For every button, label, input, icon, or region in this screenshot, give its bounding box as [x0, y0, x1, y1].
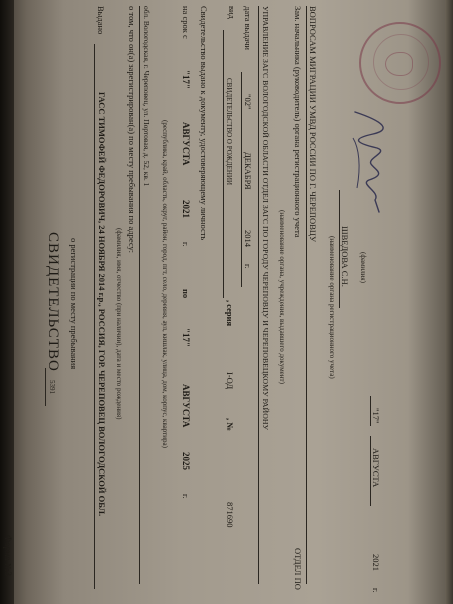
official-name: ШВЕДОВА С.Н.: [340, 226, 350, 287]
issue-day: "02": [243, 94, 253, 110]
signature-icon: [345, 108, 395, 218]
issuer-hint: (наименование органа, учреждения, выдавшего документ): [278, 210, 286, 384]
dept-continued: ОТДЕЛ ПО: [293, 548, 303, 590]
issue-year: 2014: [243, 230, 253, 247]
underline: [370, 396, 371, 426]
doc-type-label: вид: [227, 6, 237, 19]
issuer-name: УПРАВЛЕНИЕ ЗАГС ВОЛОГОДСКОЙ ОБЛАСТИ ОТДЕЛ ЗАГС ПО ГОРОДУ ЧЕРЕПОВЦУ И ЧЕРЕПОВЕЦКОМУ РАЙОНУ: [261, 6, 270, 430]
coat-of-arms-icon: [385, 52, 413, 76]
registered-text: о том, что он(а) зарегистрирован(а) по месту пребывания по адресу:: [127, 6, 137, 254]
underline: [223, 30, 224, 298]
document-number: 5391: [48, 380, 56, 394]
number-label: , №: [225, 418, 235, 431]
issue-month: ДЕКАБРЯ: [243, 152, 253, 190]
underline: [370, 436, 371, 506]
term-to-year: 2025: [181, 452, 191, 470]
year-suffix: г.: [181, 494, 191, 499]
doc-type: СВИДЕТЕЛЬСТВО О РОЖДЕНИИ: [225, 78, 233, 186]
issue-date-label: дата выдачи: [243, 6, 253, 50]
doc-number: 871690: [225, 502, 235, 528]
term-to-day: "17": [181, 328, 191, 347]
year-suffix: г.: [181, 242, 191, 247]
term-label: на срок с: [181, 6, 191, 39]
document-subtitle: о регистрации по месту пребывания: [69, 238, 79, 370]
address-value: обл. Вологодская, г. Череповец, ул. Портовая, д. 52, кв. 1: [142, 6, 151, 187]
underline: [94, 44, 95, 589]
department-hint: (наименование органа регистрационного учета): [328, 236, 336, 379]
head-title: Зам. начальника (руководитель) органа регистрационного учета: [293, 6, 303, 238]
underline: [241, 72, 242, 287]
series-label: , серия: [225, 300, 235, 327]
person-hint: (фамилия, имя, отчество (при наличии), дата и место рождения): [115, 228, 123, 420]
underline: [339, 190, 340, 308]
issued-label: Выдано: [96, 6, 106, 35]
document-title: СВИДЕТЕЛЬСТВО: [45, 232, 61, 372]
doc-series: I-ОД: [225, 372, 235, 390]
underline: [45, 368, 46, 406]
underline: [306, 6, 307, 584]
term-to-month: АВГУСТА: [181, 384, 191, 428]
term-to-label: по: [181, 289, 191, 299]
issue-year-suffix: г.: [243, 264, 253, 269]
person-details: ГАСС ТИМОФЕЙ ФЕДОРОВИЧ, 24 НОЯБРЯ 2014 г.р., РОССИЯ, ГОР. ЧЕРЕПОВЕЦ ВОЛОГОДСКОЙ ОБЛ.: [97, 92, 107, 517]
address-hint: (республика, край, область, округ, район, город, пгт, село, деревня, аул, кишлак, улица, дом, корпус, квартира): [161, 120, 169, 448]
term-from-year: 2021: [181, 200, 191, 218]
department-name: ВОПРОСАМ МИГРАЦИИ УМВД РОССИИ ПО Г. ЧЕРЕПОВЦУ: [308, 6, 318, 243]
sign-year: 2021: [371, 554, 381, 571]
issued-doc-text: Свидетельство выдано к документу, удостоверяющему личность: [199, 6, 209, 241]
sign-month: АВГУСТА: [371, 448, 381, 488]
underline: [139, 6, 140, 584]
form-number: Форма №3: [3, 535, 13, 576]
official-stamp-icon: [359, 22, 441, 104]
sign-year-suffix: г.: [371, 588, 381, 593]
term-from-month: АВГУСТА: [181, 122, 191, 166]
underline: [258, 6, 259, 584]
term-from-day: "17": [181, 70, 191, 89]
sign-day: "17": [371, 408, 381, 424]
official-hint: (фамилия): [359, 252, 367, 283]
